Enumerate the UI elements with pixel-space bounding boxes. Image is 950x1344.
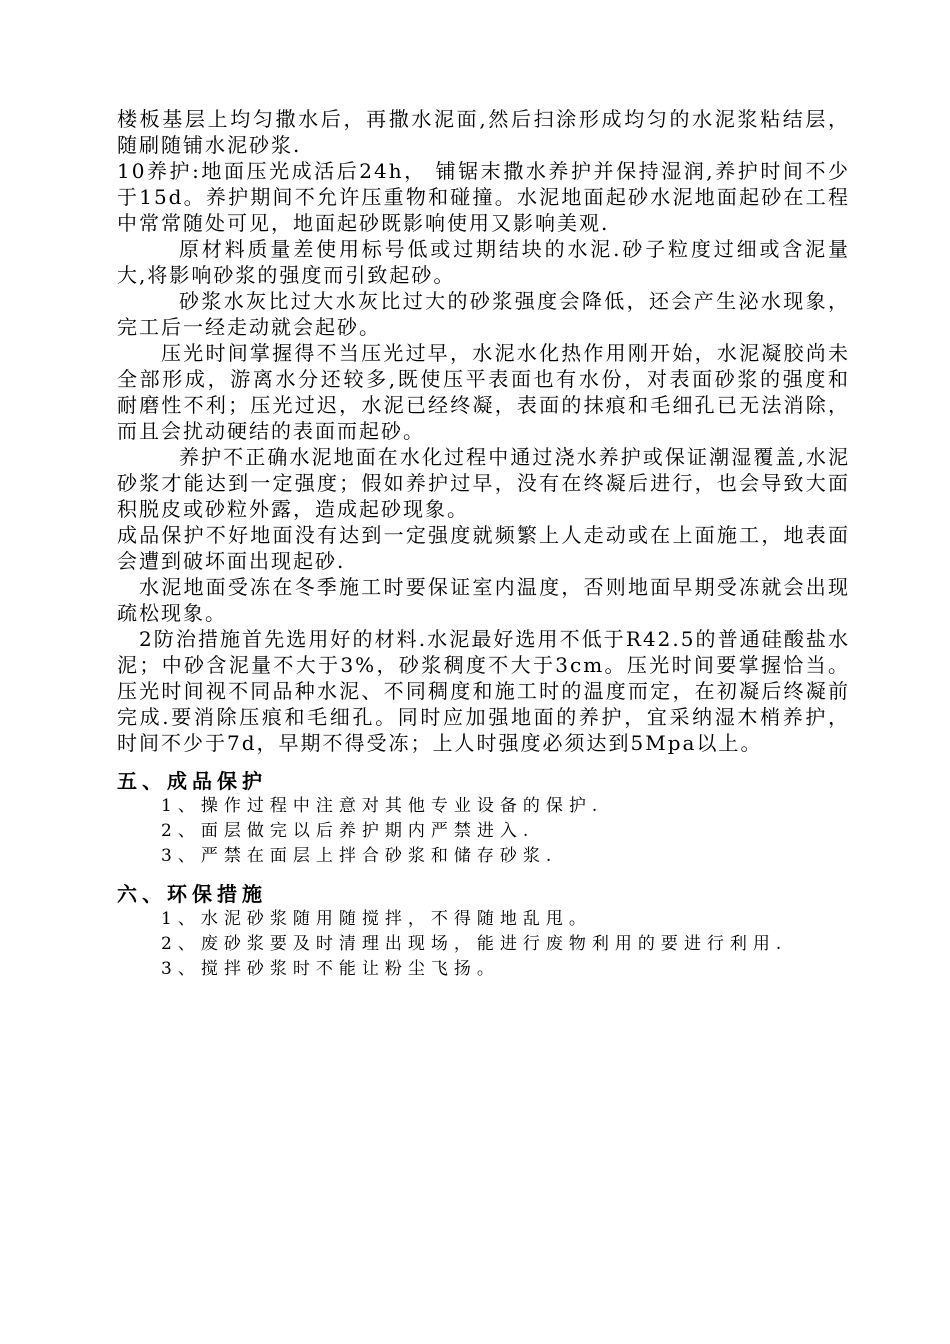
paragraph-improper-curing: 养护不正确水泥地面在水化过程中通过浇水养护或保证潮湿覆盖,水泥砂浆才能达到一定强度；假如养护过早，没有在终凝后进行，也会导致大面积脱皮或砂粒外露，造成起砂现象。 [117, 445, 850, 521]
paragraph-base-layer: 楼板基层上均匀撒水后，再撒水泥面,然后扫涂形成均匀的水泥浆粘结层，随刷随铺水泥砂浆. [117, 107, 850, 157]
list-item: 2、废砂浆要及时清理出现场，能进行废物利用的要进行利用. [161, 934, 788, 954]
section-title-product-protection: 五、成品保护 [117, 769, 267, 793]
paragraph-raw-material: 原材料质量差使用标号低或过期结块的水泥.砂子粒度过细或含泥量大,将影响砂浆的强度而引致起砂。 [117, 237, 850, 287]
paragraph-troweling-time: 压光时间掌握得不当压光过早，水泥水化热作用刚开始，水泥凝胶尚未全部形成，游离水分还较多,既使压平表面也有水份，对表面砂浆的强度和耐磨性不利；压光过迟，水泥已经终凝，表面的抹痕和毛细孔已无法消除，而且会扰动硬结的表面而起砂。 [117, 341, 850, 443]
paragraph-frost: 水泥地面受冻在冬季施工时要保证室内温度，否则地面早期受冻就会出现疏松现象。 [117, 575, 850, 625]
paragraph-prevention: 2防治措施首先选用好的材料.水泥最好选用不低于R42.5的普通硅酸盐水泥；中砂含泥量不大于3%，砂浆稠度不大于3cm。压光时间要掌握恰当。压光时间视不同品种水泥、不同稠度和施工时的温度而定，在初凝后终凝前完成.要消除压痕和毛细孔。同时应加强地面的养护，宜采纳湿木梢养护，时间不少于7d，早期不得受冻；上人时强度必须达到5Mpa以上。 [117, 627, 850, 755]
list-item: 3、严禁在面层上拌合砂浆和储存砂浆. [161, 846, 558, 866]
paragraph-product-protection: 成品保护不好地面没有达到一定强度就频繁上人走动或在上面施工，地表面会遭到破坏面出现起砂. [117, 523, 850, 573]
list-item: 3、搅拌砂浆时不能让粉尘飞扬。 [161, 959, 500, 979]
list-item: 2、面层做完以后养护期内严禁进入. [161, 821, 535, 841]
paragraph-curing: 10养护:地面压光成活后24h， 铺锯末撒水养护并保持湿润,养护时间不少于15d。养护期间不允许压重物和碰撞。水泥地面起砂水泥地面起砂在工程中常常随处可见，地面起砂既影响使用又影响美观. [117, 159, 850, 235]
paragraph-water-cement-ratio: 砂浆水灰比过大水灰比过大的砂浆强度会降低，还会产生泌水现象，完工后一经走动就会起砂。 [117, 289, 850, 339]
list-item: 1、水泥砂浆随用随搅拌，不得随地乱甩。 [161, 909, 592, 929]
document-page [117, 106, 850, 982]
list-item: 1、操作过程中注意对其他专业设备的保护. [161, 796, 604, 816]
section-title-environmental-measures: 六、环保措施 [117, 882, 267, 906]
